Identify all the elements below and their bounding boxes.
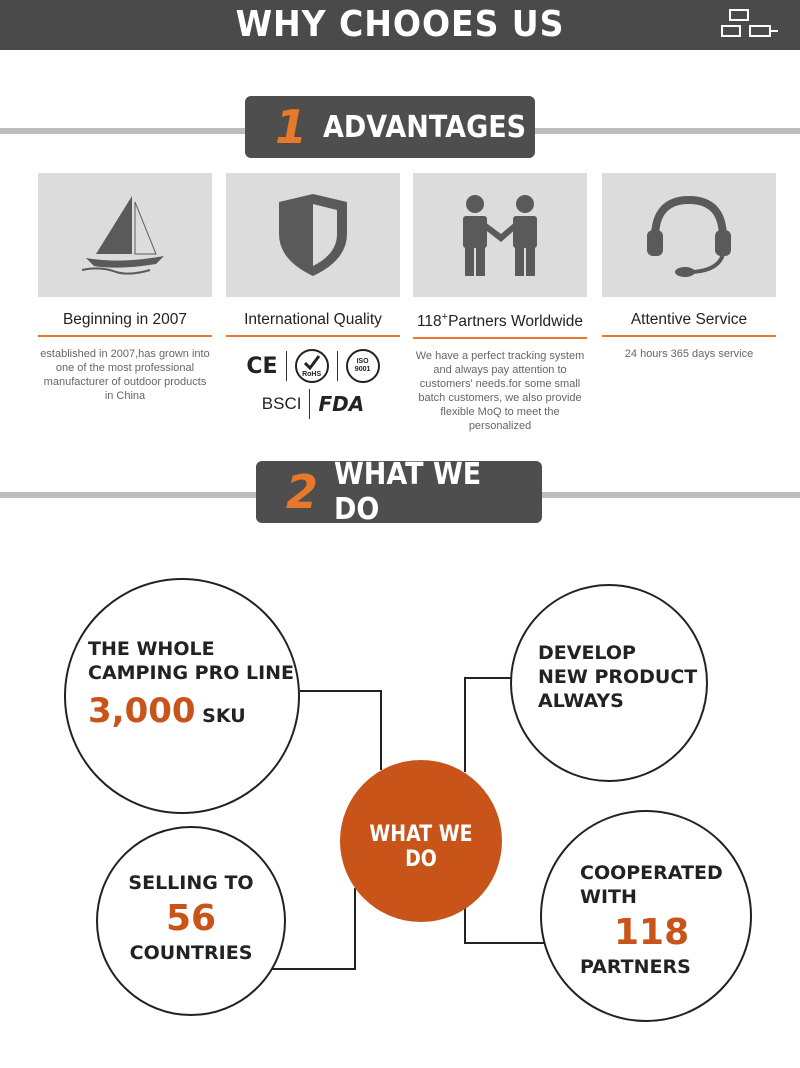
iso-logo (346, 349, 380, 383)
card-underline (413, 337, 587, 339)
fda-logo: FDA (318, 392, 365, 416)
headset-icon (639, 190, 739, 280)
connector-line (300, 690, 382, 770)
rohs-logo (295, 349, 329, 383)
circle-partners-text: COOPERATED WITH 118 PARTNERS (580, 862, 723, 978)
card-description: 24 hours 365 days service (624, 348, 754, 360)
partner-count: 118 (614, 911, 690, 953)
card-image (38, 173, 212, 297)
divider (309, 389, 310, 419)
card-title: International Quality (244, 311, 382, 328)
card-underline (602, 335, 776, 337)
card-description: We have a perfect tracking system and always pay attention to customers' needs.for some small batch customers, we also provide flexible MoQ to meet the personalized (415, 350, 585, 433)
divider (337, 351, 338, 381)
iso-label: ISO 9001 (354, 358, 371, 373)
card-description: established in 2007,has grown into one of the most professional manufacturer of outdoor products in China (40, 348, 210, 402)
sku-count: 3,000 (88, 690, 196, 731)
circle-countries-text: SELLING TO 56 COUNTRIES (96, 872, 286, 966)
certification-logos (226, 347, 400, 423)
card-image (602, 173, 776, 297)
center-circle-label: WHAT WE DO (369, 822, 473, 872)
card-underline (38, 335, 212, 337)
circle-camping-line-text: THE WHOLE CAMPING PRO LINE 3,000 SKU (88, 638, 295, 731)
advantage-card-beginning (38, 173, 212, 403)
card-title: 118+Partners Worldwide (416, 311, 584, 331)
country-count: 56 (165, 897, 217, 939)
page-header (0, 0, 800, 50)
circle-develop-text: DEVELOP NEW PRODUCT ALWAYS (538, 642, 698, 712)
section-label: WHAT WE DO (334, 457, 482, 527)
card-underline (226, 335, 400, 337)
sailboat-icon (80, 190, 170, 280)
page-title: WHY CHOOES US (235, 4, 565, 45)
card-image (226, 173, 400, 297)
card-image (413, 173, 587, 297)
section-number: 1 (275, 100, 308, 154)
divider (286, 351, 287, 381)
card-title: Beginning in 2007 (62, 311, 188, 328)
card-title: Attentive Service (630, 311, 748, 328)
section-number: 2 (286, 465, 319, 519)
connector-line (464, 677, 516, 772)
section-advantages-tab (245, 96, 535, 158)
bsci-logo: BSCI (261, 394, 302, 413)
rohs-label: RoHS (302, 371, 322, 378)
ce-mark: CE (246, 353, 278, 379)
advantage-card-service (602, 173, 776, 361)
section-label: ADVANTAGES (323, 109, 527, 145)
section-what-we-do-tab (256, 457, 542, 527)
advantage-card-quality (226, 173, 400, 423)
connector-line (464, 904, 550, 944)
advantage-card-partners (413, 173, 587, 433)
shield-icon (273, 190, 353, 280)
company-logo (720, 8, 780, 40)
handshake-icon (445, 190, 555, 280)
